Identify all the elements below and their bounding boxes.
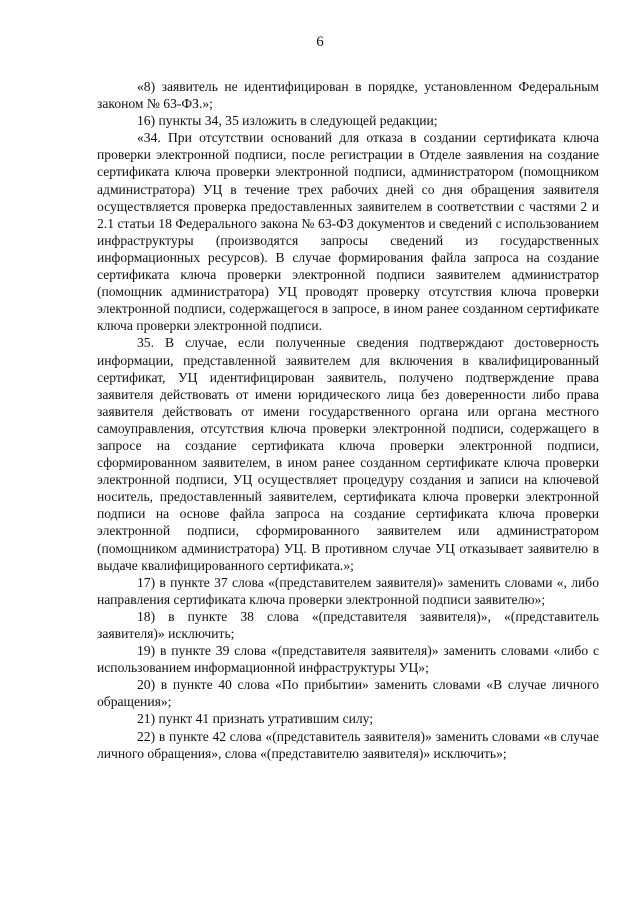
- paragraph-item-8: «8) заявитель не идентифицирован в порядке, установленном Федеральным законом № 63-ФЗ.»;: [97, 79, 599, 112]
- paragraph-item-21: 21) пункт 41 признать утратившим силу;: [137, 711, 374, 727]
- paragraph-item-17: 17) в пункте 37 слова «(представителем заявителя)» заменить словами «, либо направления сертификата ключа проверки электронной подписи заявителю»;: [97, 574, 599, 607]
- page-number: 6: [316, 34, 324, 50]
- paragraph-item-22: 22) в пункте 42 слова «(представитель заявителя)» заменить словами «в случае личного обращения», слова «(представителю заявителя)» исключить»;: [97, 728, 599, 761]
- paragraph-item-19: 19) в пункте 39 слова «(представителя заявителя)» заменить словами «либо с использованием информационной инфраструктуры УЦ»;: [97, 643, 599, 676]
- document-body: [97, 78, 599, 762]
- paragraph-item-20: 20) в пункте 40 слова «По прибытии» заменить словами «В случае личного обращения»;: [97, 677, 599, 710]
- paragraph-item-18: 18) в пункте 38 слова «(представителя заявителя)», «(представитель заявителя)» исключить;: [97, 608, 599, 641]
- paragraph-clause-35: 35. В случае, если полученные сведения подтверждают достоверность информации, представленной заявителем для включения в квалифицированный сертификат, УЦ идентифицирован заявитель, получено подтверждение права заявителя действовать от имени юридического лица без доверенности либо права заявителя действовать от имени государственного органа или органа местного самоуправления, отсутствия ключа проверки электронной подписи, содержащего в запросе на создание сертификата ключа проверки электронной подписи, сформированном заявителем, в ином ранее созданном сертификате ключа проверки электронной подписи, УЦ осуществляет процедуру создания и записи на ключевой носитель, предоставленный заявителем, сертификата ключа проверки электронной подписи на основе файла запроса на создание сертификата ключа проверки электронной подписи, сформированного заявителем или администратором (помощником администратора) УЦ. В противном случае УЦ отказывает заявителю в выдаче квалифицированного сертификата.»;: [97, 335, 599, 573]
- paragraph-item-16: 16) пункты 34, 35 изложить в следующей редакции;: [137, 113, 438, 129]
- paragraph-clause-34: «34. При отсутствии оснований для отказа в создании сертификата ключа проверки электронной подписи, после регистрации в Отделе заявления на создание сертификата ключа проверки электронной подписи, администратором (помощником администратора) УЦ в течение трех рабочих дней со дня обращения заявителя осуществляется проверка предоставленных заявителем в соответствии с частями 2 и 2.1 статьи 18 Федерального закона № 63-ФЗ документов и сведений с использованием инфраструктуры (производятся запросы сведений из государственных информационных ресурсов). В случае формирования файла запроса на создание сертификата ключа проверки электронной подписи заявителем администратор (помощник администратора) УЦ проводят проверку отсутствия ключа проверки электронной подписи, содержащегося в запросе, в ином ранее созданном сертификате ключа проверки электронной подписи.: [97, 130, 599, 334]
